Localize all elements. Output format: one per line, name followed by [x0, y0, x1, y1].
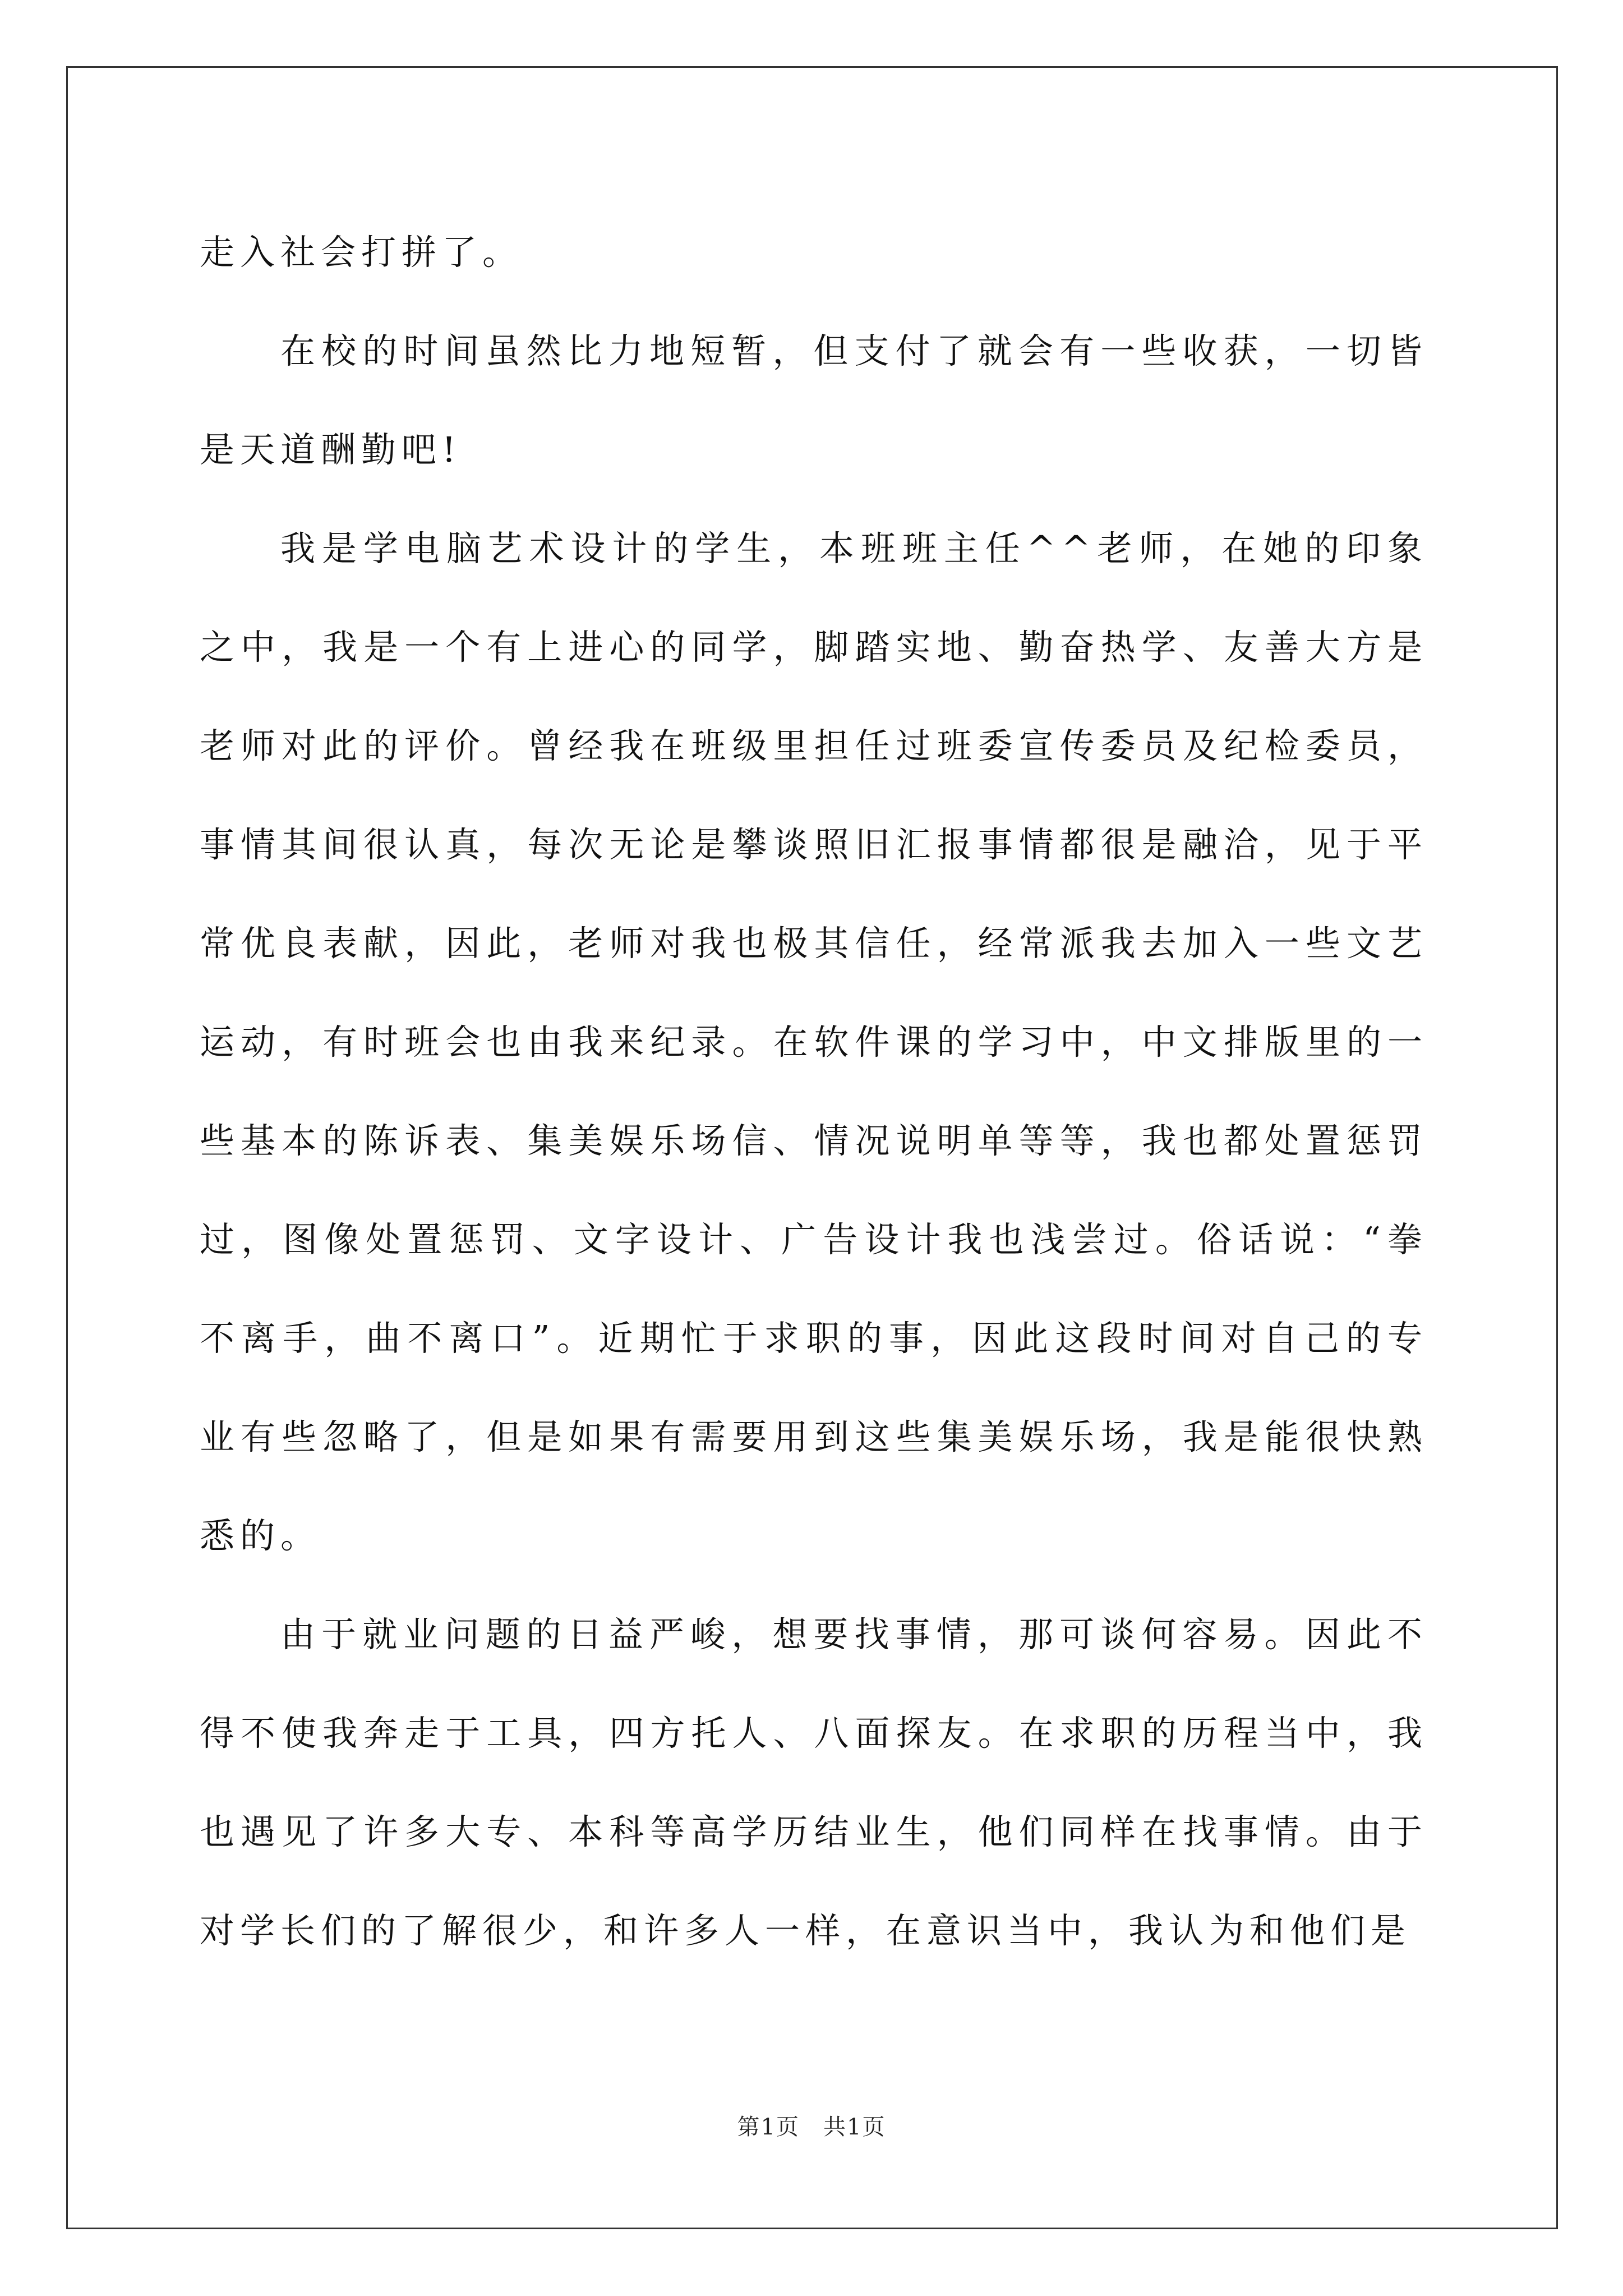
- paragraph-2: 在校的时间虽然比力地短暂，但支付了就会有一些收获，一切皆是天道酬勤吧!: [200, 330, 1428, 470]
- document-body: [200, 203, 1428, 1980]
- paragraph-3: 我是学电脑艺术设计的学生，本班班主任^^老师，在她的印象之中，我是一个有上进心的同学，脚踏实地、勤奋热学、友善大方是老师对此的评价。曾经我在班级里担任过班委宣传委员及纪检委员，事情其间很认真，每次无论是攀谈照旧汇报事情都很是融洽，见于平常优良表献，因此，老师对我也极其信任，经常派我去加入一些文艺运动，有时班会也由我来纪录。在软件课的学习中，中文排版里的一些基本的陈诉表、集美娱乐场信、情况说明单等等，我也都处置惩罚过，图像处置惩罚、文字设计、广告设计我也浅尝过。俗话说：“拳不离手，曲不离口”。近期忙于求职的事，因此这段时间对自己的专业有些忽略了，但是如果有需要用到这些集美娱乐场，我是能很快熟悉的。: [200, 528, 1428, 1556]
- paragraph-1: 走入社会打拼了。: [200, 232, 523, 273]
- page-number-footer: 第1页 共1页: [737, 2114, 886, 2140]
- paragraph-4: 由于就业问题的日益严峻，想要找事情，那可谈何容易。因此不得不使我奔走于工具，四方托人、八面探友。在求职的历程当中，我也遇见了许多大专、本科等高学历结业生，他们同样在找事情。由于对学长们的了解很少，和许多人一样，在意识当中，我认为和他们是: [200, 1614, 1428, 1951]
